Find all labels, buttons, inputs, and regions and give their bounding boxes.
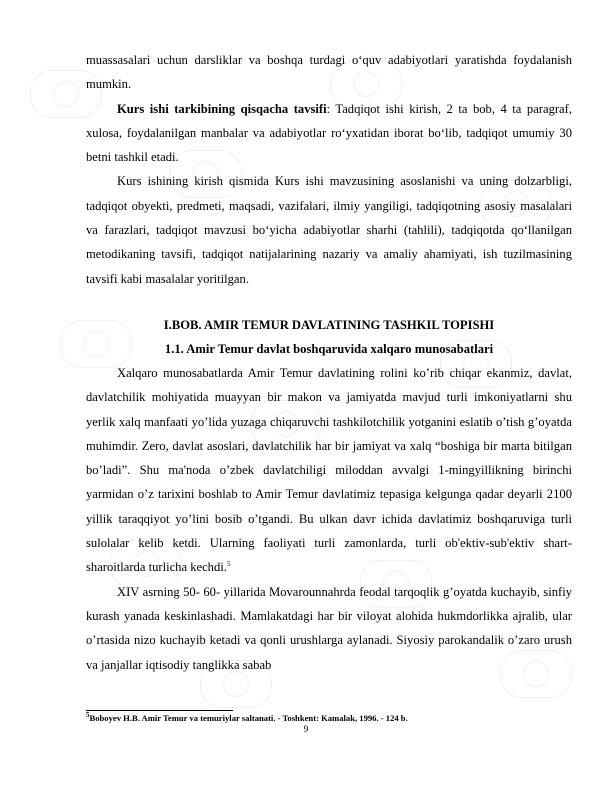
paragraph-introduction-contents: Kurs ishining kirish qismida Kurs ishi mavzusining asoslanishi va uning dolzarbligi, tadqiqot obyekti, predmeti, maqsadi, vazifalari, ilmiy yangiligi, tadqiqotning asosiy masalalari va farazlari, tadqiqot mavzusi bo‘yicha adabiyotlar sharhi (tahlili), tadqiqotda qo‘llanilgan metodikaning tavsifi, tadqiqot natijalarining nazariy va amaliy ahamiyati, ish tuzilmasining tavsifi kabi masalalar yoritilgan. — [86, 174, 572, 286]
structure-summary-label: Kurs ishi tarkibining qisqacha tavsifi — [117, 101, 327, 116]
chapter-title: I.BOB. AMIR TEMUR DAVLATINING TASHKIL TOPISHI — [163, 317, 495, 332]
footnote — [86, 712, 408, 724]
paragraph-structure-summary — [86, 97, 572, 170]
paragraph-international-relations-text: Xalqaro munosabatlarda Amir Temur davlatining rolini ko’rib chiqar ekanmiz, davlat, davlatchilik mohiyatida muayyan bir makon va jamiyatda mavjud turli imkoniyatlarni shu yerlik xalq manfaati yo’lida yuzaga chiqaruvchi tashkilotchilik yotganini eslatib o’tish g’oyatda muhimdir. Zero, davlat asoslari, davlatchilik har bir jamiyat va xalq “boshiga bir marta bitilgan bo’ladi”. Shu ma'noda o’zbek davlatchiligi miloddan avvalgi 1-mingyillikning birinchi yarmidan o’z tarixini boshlab to Amir Temur davlatimiz tepasiga kelgunga qadar deyarli 2100 yillik taraqqiyot yo’lini bosib o’tgandi. Bu ulkan davr ichida davlatimiz boshqaruviga turli sulolalar kelib ketdi. Ularning faoliyati turli zamonlarda, turli ob'ektiv-sub'ektiv shart-sharoitlarda turlicha kechdi. — [86, 365, 572, 575]
page-number: 9 — [303, 724, 309, 734]
paragraph-xiv-century: XIV asrning 50- 60- yillarida Movarounnahrda feodal tarqoqlik g’oyatda kuchayib, sinfiy kurash yanada keskinlashadi. Mamlakatdagi har bir viloyat alohida hukmdorlikka ajralib, ular o’rtasida nizo kuchayib ketadi va qonli urushlarga aylanadi. Siyosiy parokandalik o’zaro urush va janjallar iqtisodiy tanglikka sabab — [86, 584, 572, 672]
footnote-text: Boboyev H.B. Amir Temur va temuriylar saltanati. - Toshkent: Kamalak, 1996. - 124 b. — [89, 713, 408, 723]
footnote-divider — [86, 710, 233, 711]
structure-summary-text: : Tadqiqot ishi kirish, 2 ta bob, 4 ta paragraf, xulosa, foydalanilgan manbalar va adabiyotlar ro‘yxatidan iborat bo‘lib, tadqiqot umumiy 30 betni tashkil etadi. — [86, 101, 572, 165]
page-body — [86, 48, 572, 677]
section-title: 1.1. Amir Temur davlat boshqaruvida xalqaro munosabatlari — [164, 341, 494, 356]
paragraph-intro-continuation: muassasalari uchun darsliklar va boshqa turdagi o‘quv adabiyotlari yaratishda foydalanish mumkin. — [86, 53, 572, 92]
footnote-reference: 5 — [226, 560, 231, 569]
paragraph-international-relations — [86, 361, 572, 580]
footnote-mark: 5 — [86, 711, 90, 720]
